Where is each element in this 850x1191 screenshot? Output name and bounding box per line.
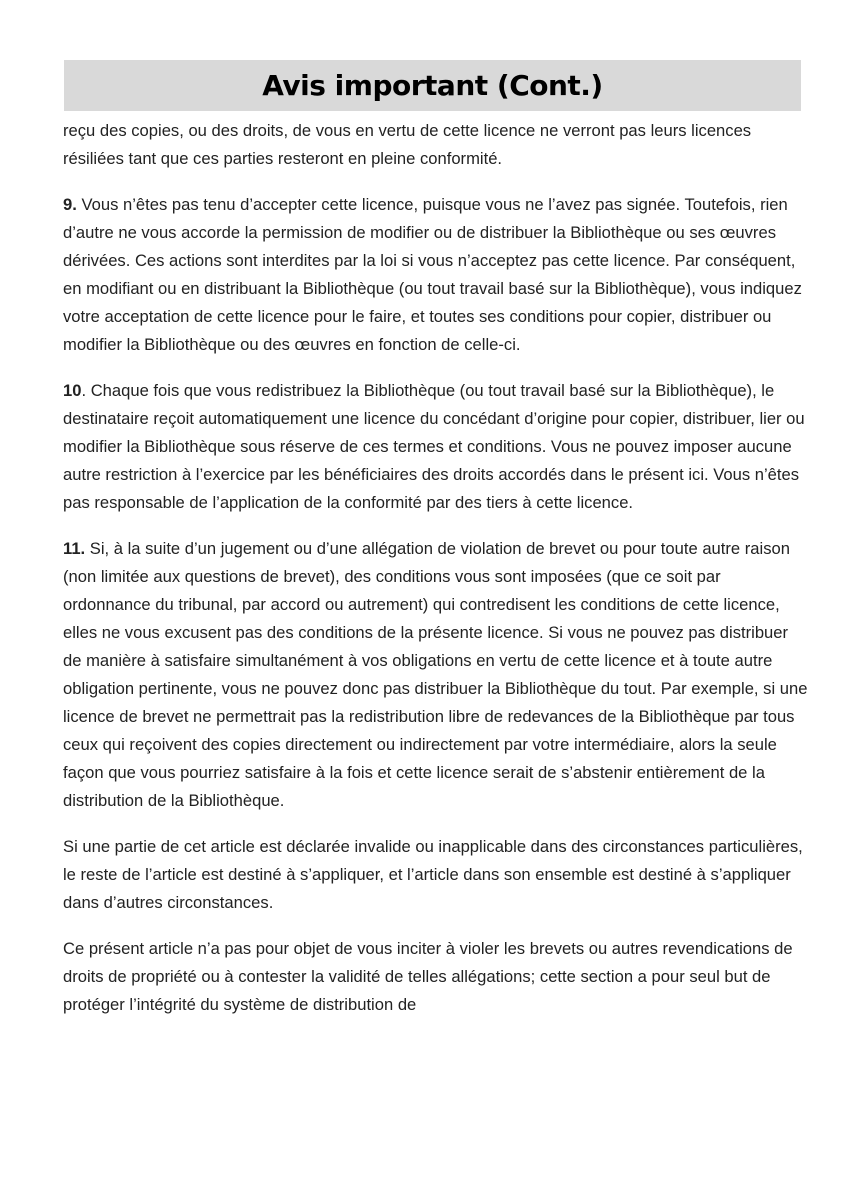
paragraph-section-10 bbox=[63, 377, 808, 517]
paragraph-text: Si une partie de cet article est déclarée invalide ou inapplicable dans des circonstances particulières, le reste de l’article est destiné à s’appliquer, et l’article dans son ensemble est destiné à s’appliquer dans d’autres circonstances. bbox=[63, 837, 803, 912]
paragraph-purpose bbox=[63, 935, 808, 1019]
document-body bbox=[63, 117, 808, 1037]
paragraph-text: Si, à la suite d’un jugement ou d’une allégation de violation de brevet ou pour toute autre raison (non limitée aux questions de brevet), des conditions vous sont imposées (que ce soit par ordonnance du tribunal, par accord ou autrement) qui contredisent les conditions de cette licence, elles ne vous excusent pas des conditions de la présente licence. Si vous ne pouvez pas distribuer de manière à satisfaire simultanément à vos obligations en vertu de cette licence et à toute autre obligation pertinente, vous ne pouvez donc pas distribuer la Bibliothèque du tout. Par exemple, si une licence de brevet ne permettrait pas la redistribution libre de redevances de la Bibliothèque par tous ceux qui reçoivent des copies directement ou indirectement par votre intermédiaire, alors la seule façon que vous pourriez satisfaire à la fois et cette licence serait de s’abstenir entièrement de la distribution de la Bibliothèque. bbox=[63, 539, 808, 810]
title-banner bbox=[64, 60, 801, 111]
paragraph-continuation bbox=[63, 117, 808, 173]
paragraph-text: Vous n’êtes pas tenu d’accepter cette licence, puisque vous ne l’avez pas signée. Toutefois, rien d’autre ne vous accorde la permission de modifier ou de distribuer la Bibliothèque ou ses œuvres dérivées. Ces actions sont interdites par la loi si vous n’acceptez pas cette licence. Par conséquent, en modifiant ou en distribuant la Bibliothèque (ou tout travail basé sur la Bibliothèque), vous indiquez votre acceptation de cette licence pour le faire, et toutes ses conditions pour copier, distribuer ou modifier la Bibliothèque ou des œuvres en fonction de celle-ci. bbox=[63, 195, 802, 354]
paragraph-text: reçu des copies, ou des droits, de vous en vertu de cette licence ne verront pas leurs licences résiliées tant que ces parties resteront en pleine conformité. bbox=[63, 121, 752, 168]
section-number: 11. bbox=[63, 539, 86, 558]
paragraph-section-9 bbox=[63, 191, 808, 359]
paragraph-invalid-part bbox=[63, 833, 808, 917]
paragraph-section-11 bbox=[63, 535, 808, 815]
paragraph-text: . Chaque fois que vous redistribuez la Bibliothèque (ou tout travail basé sur la Bibliothèque), le destinataire reçoit automatiquement une licence du concédant d’origine pour copier, distribuer, lier ou modifier la Bibliothèque sous réserve de ces termes et conditions. Vous ne pouvez imposer aucune autre restriction à l’exercice par les bénéficiaires des droits accordés dans le présent ici. Vous n’êtes pas responsable de l’application de la conformité par des tiers à cette licence. bbox=[63, 381, 805, 512]
section-number: 10 bbox=[63, 381, 82, 400]
paragraph-text: Ce présent article n’a pas pour objet de vous inciter à violer les brevets ou autres revendications de droits de propriété ou à contester la validité de telles allégations; cette section a pour seul but de protéger l’intégrité du système de distribution de bbox=[63, 939, 793, 1014]
page-title: Avis important (Cont.) bbox=[262, 69, 603, 102]
section-number: 9. bbox=[63, 195, 77, 214]
